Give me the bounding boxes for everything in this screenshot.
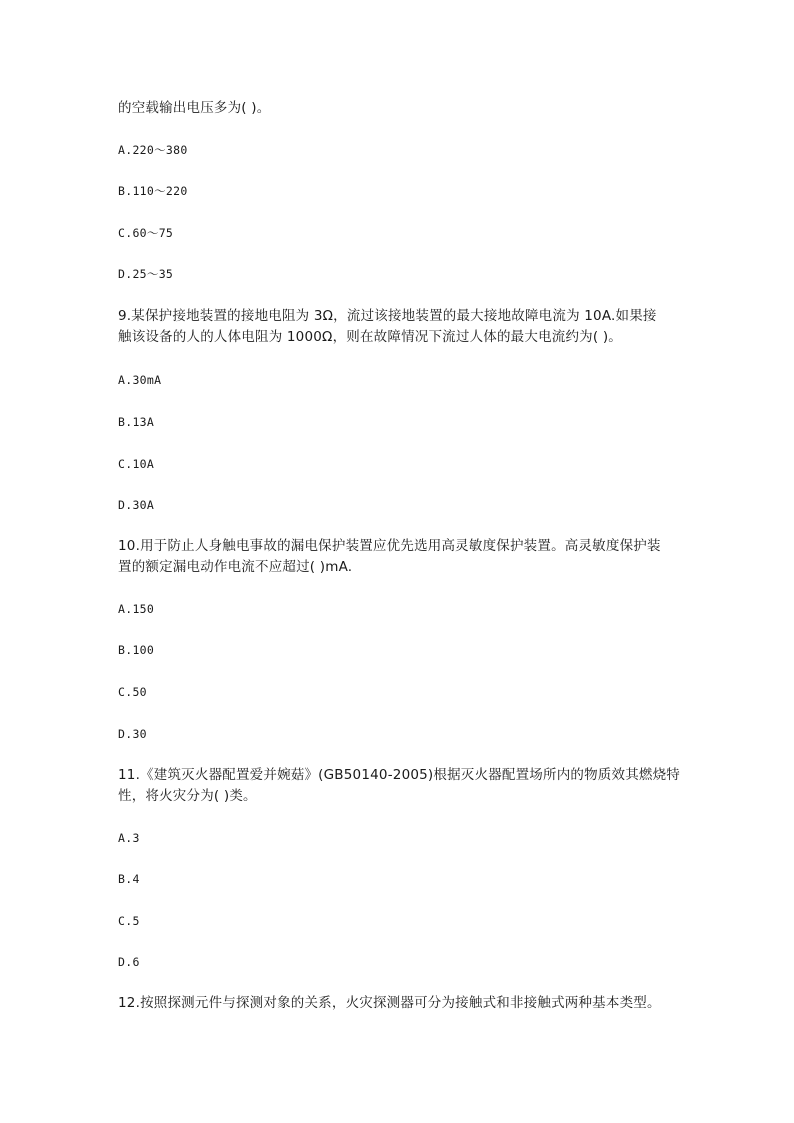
q8-option-d: D.25～35 [118,267,174,281]
q11-option-b: B.4 [118,872,140,886]
q8-option-a: A.220～380 [118,143,188,157]
q10-option-b: B.100 [118,643,155,657]
q9-option-b: B.13A [118,415,155,429]
q10-option-a: A.150 [118,602,155,616]
q10-option-d: D.30 [118,727,147,741]
q8-stem-tail: 的空载输出电压多为( )。 [118,100,271,116]
q8-option-b: B.110～220 [118,184,188,198]
q11-option-d: D.6 [118,955,140,969]
q11-option-c: C.5 [118,914,140,928]
q12-stem-line1: 12.按照探测元件与探测对象的关系，火灾探测器可分为接触式和非接触式两种基本类型。 [118,995,661,1011]
q9-stem-line2: 触该设备的人的人体电阻为 1000Ω，则在故障情况下流过人体的最大电流约为( )。 [118,329,622,345]
q9-stem-line1: 9.某保护接地装置的接地电阻为 3Ω，流过该接地装置的最大接地故障电流为 10A.如果接 [118,308,657,324]
q10-stem-line1: 10.用于防止人身触电事故的漏电保护装置应优先选用高灵敏度保护装置。高灵敏度保护装 [118,538,661,554]
q10-stem-line2: 置的额定漏电动作电流不应超过( )mA. [118,559,353,575]
q9-option-a: A.30mA [118,373,162,387]
q11-option-a: A.3 [118,831,140,845]
q9-option-c: C.10A [118,457,155,471]
q8-option-c: C.60～75 [118,226,174,240]
q11-stem-line2: 性，将火灾分为( )类。 [118,788,257,804]
q9-option-d: D.30A [118,498,155,512]
q11-stem-line1: 11.《建筑灭火器配置爱并婉菇》(GB50140-2005)根据灭火器配置场所内的物质效其燃烧特 [118,767,680,783]
q10-option-c: C.50 [118,685,147,699]
